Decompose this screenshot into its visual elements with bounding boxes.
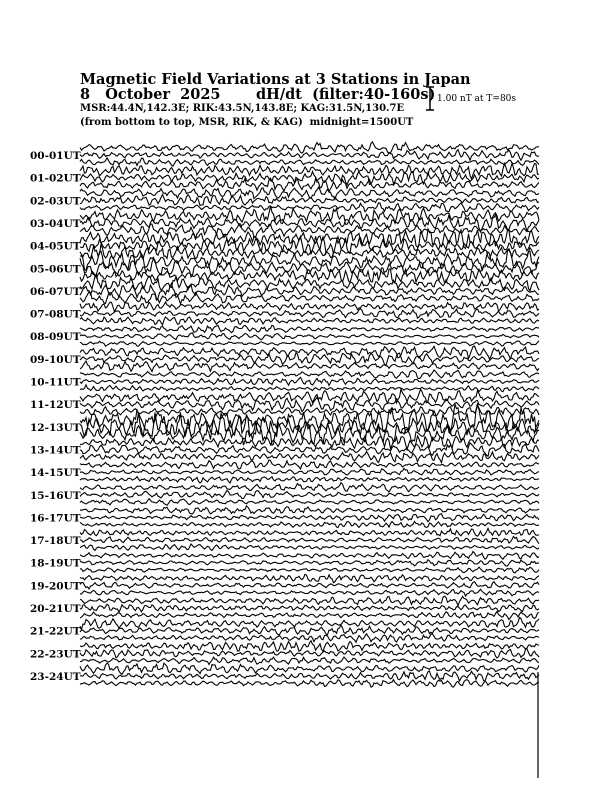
trace-rik xyxy=(80,582,539,589)
row-label: 16-17UT xyxy=(30,512,81,525)
row-label: 22-23UT xyxy=(30,648,81,661)
quantity-label: dH/dt (filter:40-160s) xyxy=(256,86,436,103)
row-label: 15-16UT xyxy=(30,489,81,502)
trace-kag xyxy=(80,302,539,312)
trace-rik xyxy=(80,150,539,161)
trace-kag xyxy=(80,641,539,652)
row-label: 10-11UT xyxy=(30,376,81,389)
row-label: 08-09UT xyxy=(30,331,81,344)
row-label: 21-22UT xyxy=(30,625,81,638)
row-label: 11-12UT xyxy=(30,399,81,412)
row-label: 06-07UT xyxy=(30,285,81,298)
trace-rik xyxy=(80,560,539,566)
trace-rik xyxy=(80,625,539,635)
trace-rik xyxy=(80,649,539,658)
trace-msr xyxy=(80,499,539,506)
trace-kag xyxy=(80,483,539,492)
trace-kag xyxy=(80,506,539,514)
trace-msr xyxy=(80,612,539,620)
row-label: 12-13UT xyxy=(30,421,81,434)
trace-kag xyxy=(80,142,539,154)
trace-msr xyxy=(80,317,539,325)
trace-rik xyxy=(80,671,539,681)
chart-title: Magnetic Field Variations at 3 Stations in Japan xyxy=(80,71,471,88)
trace-rik xyxy=(80,333,539,340)
trace-kag xyxy=(80,389,539,403)
trace-msr xyxy=(80,589,539,596)
trace-rik xyxy=(80,309,539,319)
trace-rik xyxy=(80,443,539,456)
trace-rik xyxy=(80,468,539,475)
trace-rik xyxy=(80,604,539,612)
row-label: 00-01UT xyxy=(30,150,81,162)
scale-label: 1.00 nT at T=80s xyxy=(437,94,517,104)
row-label: 09-10UT xyxy=(30,353,81,366)
trace-msr xyxy=(80,544,539,551)
trace-msr xyxy=(80,477,539,483)
trace-msr xyxy=(80,521,539,527)
trace-rik xyxy=(80,490,539,498)
trace-kag xyxy=(80,187,539,199)
row-label: 03-04UT xyxy=(30,217,81,230)
trace-rik xyxy=(80,514,539,522)
trace-msr xyxy=(80,452,539,463)
trace-msr xyxy=(80,680,539,688)
row-label: 01-02UT xyxy=(30,172,81,185)
trace-kag xyxy=(80,552,539,560)
trace-kag xyxy=(80,370,539,379)
trace-kag xyxy=(80,460,539,469)
trace-kag xyxy=(80,574,539,582)
row-label: 18-19UT xyxy=(30,557,81,570)
trace-kag xyxy=(80,325,539,332)
trace-msr xyxy=(80,406,539,416)
row-label: 05-06UT xyxy=(30,263,81,276)
trace-msr xyxy=(80,567,539,573)
row-label: 14-15UT xyxy=(30,467,81,480)
trace-rik xyxy=(80,195,539,206)
row-label: 20-21UT xyxy=(30,603,81,615)
trace-kag xyxy=(80,528,539,536)
row-label: 17-18UT xyxy=(30,535,81,548)
trace-rik xyxy=(80,283,539,298)
trace-msr xyxy=(80,341,539,346)
date-label: 8 October 2025 xyxy=(80,86,221,103)
row-label: 02-03UT xyxy=(30,195,81,208)
stations-label: MSR:44.4N,142.3E; RIK:43.5N,143.8E; KAG:31.5N,130.7E xyxy=(80,103,405,114)
trace-msr xyxy=(80,657,539,665)
trace-kag xyxy=(80,346,539,359)
trace-rik xyxy=(80,377,539,385)
trace-rik xyxy=(80,536,539,543)
row-label: 04-05UT xyxy=(30,240,81,253)
row-labels xyxy=(30,150,81,683)
row-label: 13-14UT xyxy=(30,444,81,457)
row-label: 19-20UT xyxy=(30,580,81,593)
trace-msr xyxy=(80,634,539,643)
trace-msr xyxy=(80,385,539,392)
row-label: 07-08UT xyxy=(30,308,81,321)
trace-kag xyxy=(80,596,539,606)
trace-msr xyxy=(80,224,539,239)
order-label: (from bottom to top, MSR, RIK, & KAG) midnight=1500UT xyxy=(80,117,414,128)
row-label: 23-24UT xyxy=(30,670,81,683)
traces xyxy=(80,142,539,778)
trace-kag xyxy=(80,663,539,674)
